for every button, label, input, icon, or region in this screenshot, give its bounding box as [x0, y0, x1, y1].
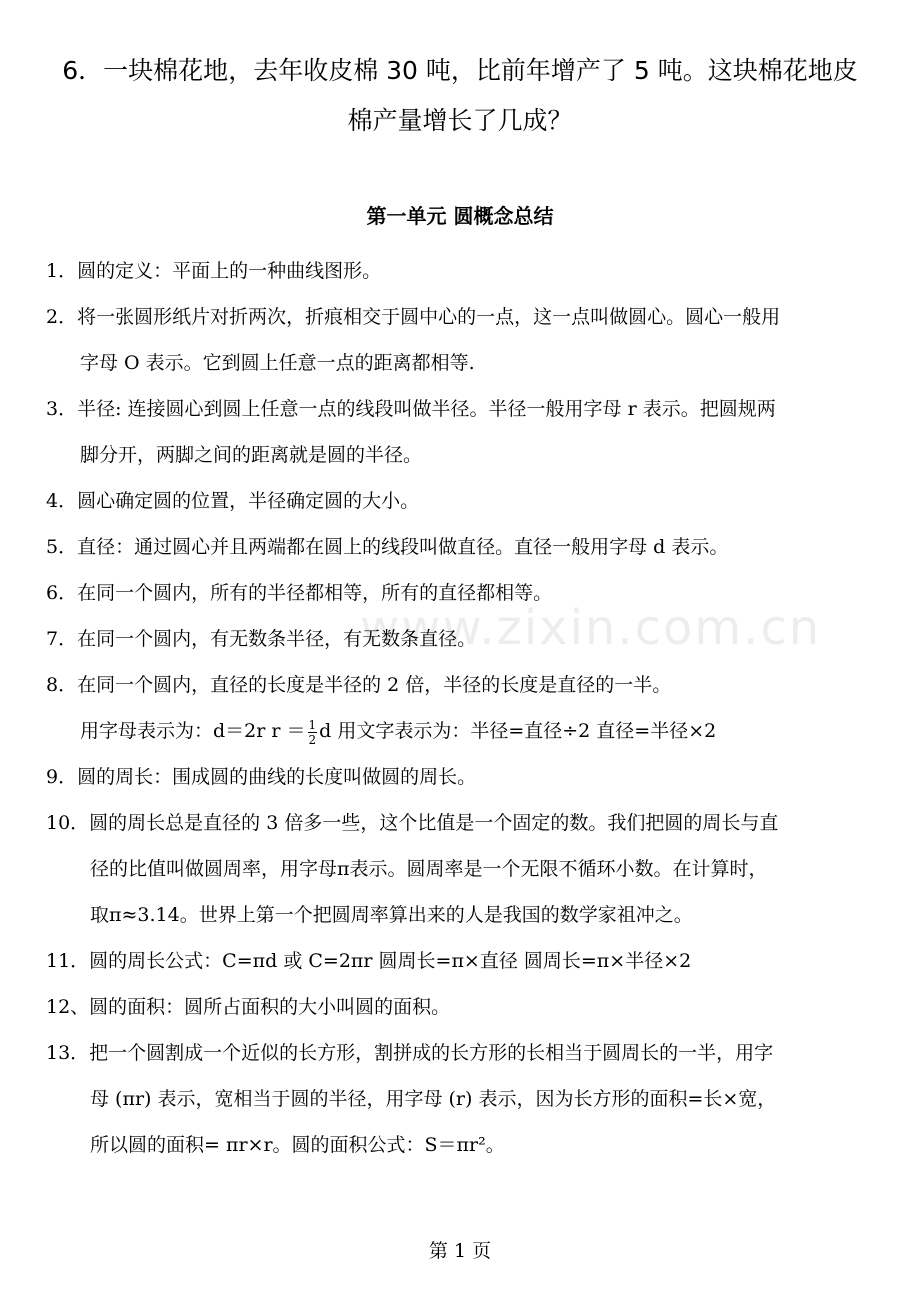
problem-line-2: 棉产量增长了几成？ [347, 106, 573, 135]
list-item: 3．半径: 连接圆心到圆上任意一点的线段叫做半径。半径一般用字母 r 表示。把圆规两 脚分开，两脚之间的距离就是圆的半径。 [46, 398, 776, 466]
problem-text [40, 46, 880, 146]
list-item: 2．将一张圆形纸片对折两次，折痕相交于圆中心的一点，这一点叫做圆心。圆心一般用 字母 O 表示。它到圆上任意一点的距离都相等. [46, 306, 781, 374]
list-item: 5．直径：通过圆心并且两端都在圆上的线段叫做直径。直径一般用字母 d 表示。 [46, 536, 729, 558]
list-item: 12、圆的面积：圆所占面积的大小叫圆的面积。 [46, 996, 451, 1018]
list-item: 13．把一个圆割成一个近似的长方形，割拼成的长方形的长相当于圆周长的一半，用字 母 (πr) 表示，宽相当于圆的半径，用字母 (r) 表示，因为长方形的面积=长×宽， 所以圆的面积= πr×r。圆的面积公式：S＝πr²。 [46, 1042, 777, 1156]
list-item: 7．在同一个圆内，有无数条半径，有无数条直径。 [46, 628, 477, 650]
list-item: 1．圆的定义：平面上的一种曲线图形。 [46, 260, 382, 282]
problem-line-1: 6．一块棉花地，去年收皮棉 30 吨，比前年增产了 5 吨。这块棉花地皮 [62, 56, 858, 85]
section-title: 第一单元 圆概念总结 [366, 204, 554, 228]
formula-line: 用字母表示为：d＝2r r ＝ $\frac{1}{2}$ d 用文字表示为：半径=直径÷2 直径=半径×2 [80, 717, 717, 747]
list-item: 4．圆心确定圆的位置，半径确定圆的大小。 [46, 490, 420, 512]
fraction-one-half: $\frac{1}{2}$ [308, 717, 317, 747]
watermark: www.zixin.com.cn [360, 600, 822, 656]
list-item: 8．在同一个圆内，直径的长度是半径的 2 倍，半径的长度是直径的一半。 用字母表示为：d＝2r r ＝ $\frac{1}{2}$ d 用文字表示为：半径=直径÷2 直径=半径×2 [46, 662, 880, 754]
concept-list [46, 248, 880, 1168]
list-item: 10．圆的周长总是直径的 3 倍多一些，这个比值是一个固定的数。我们把圆的周长与直 径的比值叫做圆周率，用字母π表示。圆周率是一个无限不循环小数。在计算时， 取π≈3.14。世界上第一个把圆周率算出来的人是我国的数学家祖冲之。 [46, 812, 779, 926]
page-number: 第 1 页 [428, 1240, 492, 1262]
list-item: 6．在同一个圆内，所有的半径都相等，所有的直径都相等。 [46, 582, 553, 604]
list-item: 11．圆的周长公式：C=πd 或 C=2πr 圆周长=π×直径 圆周长=π×半径×2 [46, 950, 692, 972]
list-item: 9．圆的周长：围成圆的曲线的长度叫做圆的周长。 [46, 766, 477, 788]
